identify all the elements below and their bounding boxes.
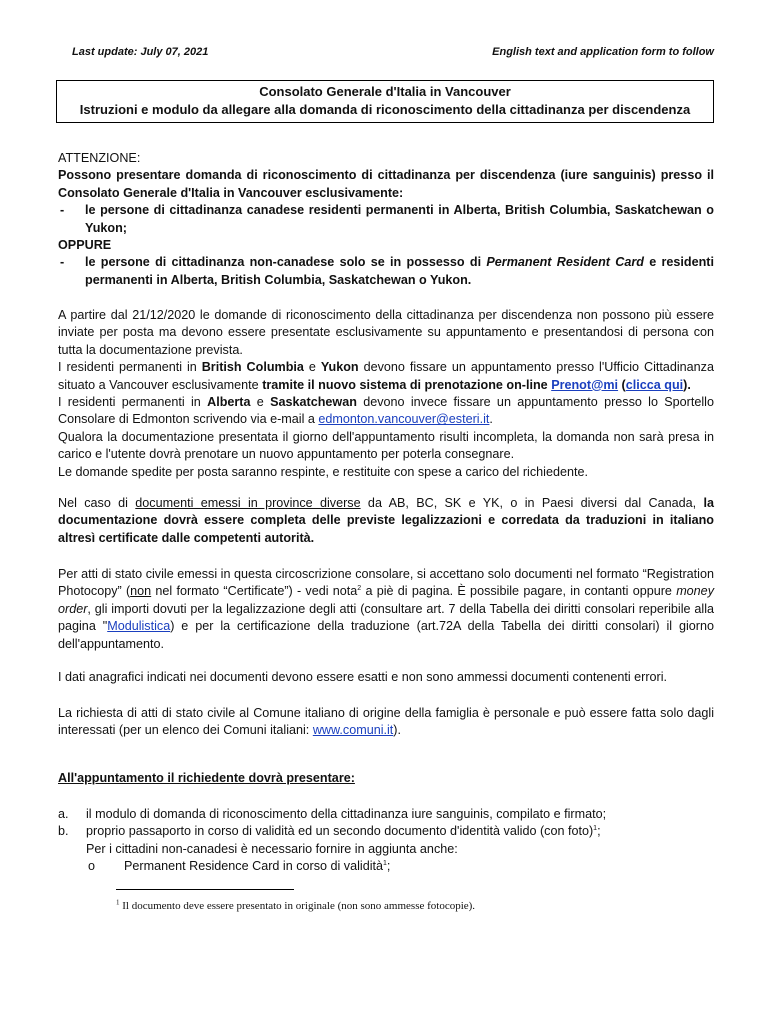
footnote xyxy=(116,900,475,912)
item-2-text-b: e residenti permanenti in Alberta, British Columbia, Saskatchewan o Yukon. xyxy=(85,255,715,287)
list-marker-b: b. xyxy=(58,824,69,839)
title-box xyxy=(56,80,714,123)
appointment-documents-heading: All'appuntamento il richiedente dovrà presentare: xyxy=(58,771,355,785)
footnote-number: 1 xyxy=(116,898,120,907)
text: ( xyxy=(618,377,626,392)
footnote-text: Il documento deve essere presentato in originale (non sono ammesse fotocopie). xyxy=(119,900,476,912)
text: ). xyxy=(393,723,401,738)
legalization-requirement: la documentazione dovrà essere completa delle previste legalizzazioni e corredata da traduzioni in italiano altresì certificate dalle competenti autorità. xyxy=(58,496,714,545)
text: da AB, BC, SK e YK, o in Paesi diversi dal Canada, xyxy=(360,496,704,510)
footnote-ref: 2 xyxy=(357,585,362,593)
text: nel formato “Certificate”) - vedi nota xyxy=(151,584,358,599)
pr-card-text: Permanent Residence Card in corso di validità xyxy=(124,859,384,874)
title-line-1: Consolato Generale d'Italia in Vancouver xyxy=(259,84,511,99)
attenzione-item-2 xyxy=(58,254,714,289)
text: . xyxy=(489,412,493,427)
text: I residenti permanenti in xyxy=(58,395,208,410)
civil-status-paragraph xyxy=(58,566,714,653)
text: Nel caso di xyxy=(58,496,136,510)
appointment-intro: A partire dal 21/12/2020 le domande di riconoscimento della cittadinanza per discendenza non possono più essere inviate per posta ma devono essere presentate esclusivamente su appuntamento e presentandosi di persona con tutta la documentazione prevista. xyxy=(58,308,714,357)
mailed-applications-note: Le domande spedite per posta saranno respinte, e restituite con spese a carico del richiedente. xyxy=(58,464,588,479)
booking-system-text: tramite il nuovo sistema di prenotazione on-line xyxy=(262,377,552,392)
incomplete-docs-note: Qualora la documentazione presentata il giorno dell'appuntamento risulti incompleta, la domanda non sarà presa in carico e l'utente dovrà prenotare un nuovo appuntamento per poterla consegnare. xyxy=(58,429,714,462)
attenzione-intro: Possono presentare domanda di riconoscimento di cittadinanza per discendenza (iure sanguinis) presso il Consolato Generale d'Italia in Vancouver esclusivamente: xyxy=(58,168,714,200)
list-item-b xyxy=(58,823,714,840)
title-line-2: Istruzioni e modulo da allegare alla domanda di riconoscimento della cittadinanza per discendenza xyxy=(79,102,691,117)
comune-paragraph xyxy=(58,705,714,740)
attenzione-item-1 xyxy=(58,202,714,237)
clicca-qui-link[interactable]: clicca qui xyxy=(625,377,684,392)
text: a piè di pagina. È possibile pagare, in contanti oppure xyxy=(361,584,677,599)
text: e xyxy=(250,395,271,410)
list-item-pr-card xyxy=(58,858,714,875)
money-order-term: money order xyxy=(58,584,714,616)
text: devono invece fissare un appuntamento presso lo Sportello Consolare di Edmonton scrivendo via e-mail a xyxy=(58,395,714,427)
appointment-paragraph xyxy=(58,307,714,481)
ab-sk-instructions xyxy=(58,394,714,429)
item-2-text-a: le persone di cittadinanza non-canadese solo se in possesso di xyxy=(85,255,487,270)
dash-marker: - xyxy=(60,203,65,218)
text: ). xyxy=(683,377,691,392)
text: ) e per la certificazione della traduzione (art.72A della Tabella dei diritti consolari) il giorno dell'appuntamento. xyxy=(58,619,714,651)
attenzione-section xyxy=(58,150,714,289)
attenzione-item-2-text xyxy=(85,255,714,286)
text: Per atti di stato civile emessi in questa circoscrizione consolare, si accettano solo documenti nel formato “Registration Photocopy” ( xyxy=(58,567,714,599)
province-bc: British Columbia xyxy=(201,360,304,375)
prenotami-link[interactable]: Prenot@mi xyxy=(551,377,619,392)
list-item-b-text: proprio passaporto in corso di validità ed un secondo documento d'identità valido (con foto) xyxy=(86,824,594,839)
text: , gli importi dovuti per la legalizzazione degli atti (consultare art. 7 della Tabella dei diritti consolari reperibile alla pagina " xyxy=(58,601,714,634)
english-version-note: English text and application form to follow xyxy=(492,46,714,58)
text: ; xyxy=(597,824,601,839)
footnote-ref: 1 xyxy=(593,825,598,833)
underlined-non: non xyxy=(130,584,152,599)
other-provinces-paragraph xyxy=(58,495,714,547)
bullet-marker: o xyxy=(88,859,96,874)
footnote-ref: 1 xyxy=(383,860,387,868)
text: ; xyxy=(386,859,391,874)
province-yukon: Yukon xyxy=(320,360,359,375)
comuni-it-link[interactable]: www.comuni.it xyxy=(312,723,394,738)
list-item-a xyxy=(58,806,714,823)
dash-marker: - xyxy=(60,255,65,270)
modulistica-link[interactable]: Modulistica xyxy=(107,619,171,634)
bc-yukon-instructions xyxy=(58,359,714,394)
attenzione-item-1-text: le persone di cittadinanza canadese residenti permanenti in Alberta, British Columbia, Saskatchewan o Yukon; xyxy=(85,203,714,235)
underlined-text: documenti emessi in province diverse xyxy=(135,496,361,510)
footnote-separator xyxy=(116,889,294,890)
last-update-note: Last update: July 07, 2021 xyxy=(72,46,209,58)
text: devono fissare un appuntamento presso l'Ufficio Cittadinanza situato a Vancouver esclusivamente xyxy=(58,360,714,392)
text: I residenti permanenti in xyxy=(58,360,202,375)
required-documents-list xyxy=(58,806,714,876)
list-item-a-text: il modulo di domanda di riconoscimento della cittadinanza iure sanguinis, compilato e firmato; xyxy=(86,807,607,821)
text: La richiesta di atti di stato civile al Comune italiano di origine della famiglia è personale e può essere fatta solo dagli interessati (per un elenco dei Comuni italiani: xyxy=(58,706,714,738)
list-marker-a: a. xyxy=(58,807,69,821)
personal-data-paragraph: I dati anagrafici indicati nei documenti devono essere esatti e non sono ammessi documenti contenenti errori. xyxy=(58,670,668,684)
permanent-resident-card-term: Permanent Resident Card xyxy=(486,255,644,270)
non-canadian-note: Per i cittadini non-canadesi è necessario fornire in aggiunta anche: xyxy=(86,841,458,856)
province-alberta: Alberta xyxy=(207,395,251,410)
province-saskatchewan: Saskatchewan xyxy=(270,395,357,410)
edmonton-email-link[interactable]: edmonton.vancouver@esteri.it xyxy=(318,412,490,427)
attenzione-label: ATTENZIONE: xyxy=(58,151,141,165)
oppure-label: OPPURE xyxy=(58,238,112,253)
text: e xyxy=(303,360,321,375)
